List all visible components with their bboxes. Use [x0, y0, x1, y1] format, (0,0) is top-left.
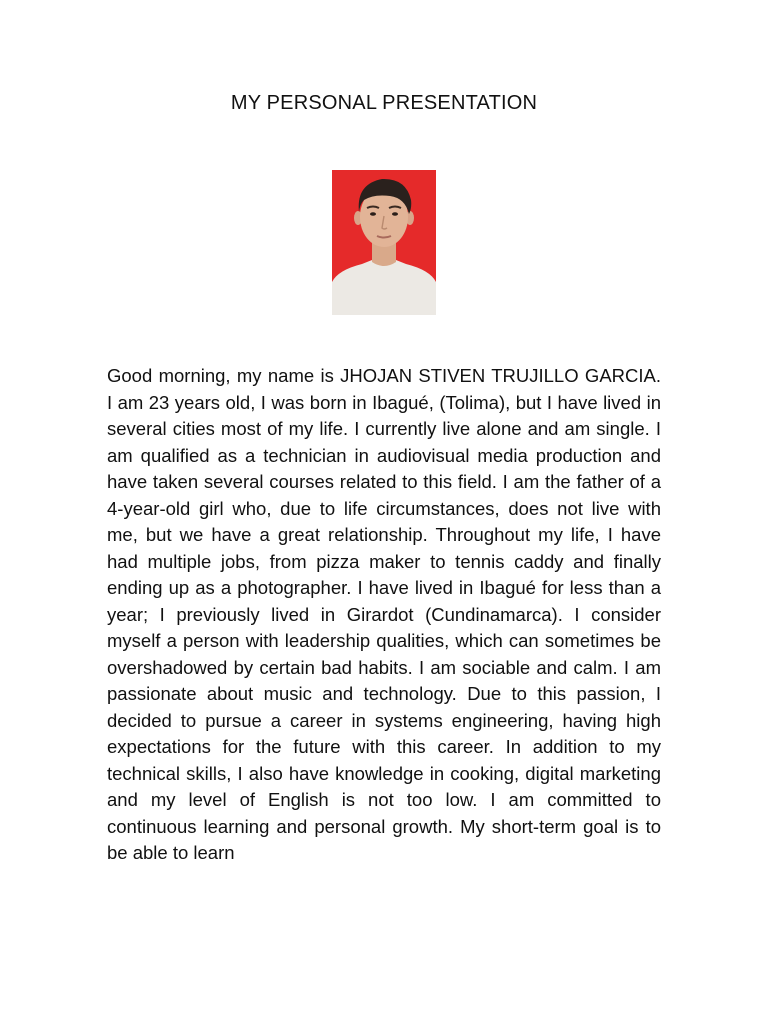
- profile-photo: [332, 170, 436, 315]
- presentation-paragraph: Good morning, my name is JHOJAN STIVEN TRUJILLO GARCIA. I am 23 years old, I was born in Ibagué, (Tolima), but I have lived in several cities most of my life. I currently live alone and am single. I am qualified as a technician in audiovisual media production and have taken several courses related to this field. I am the father of a 4-year-old girl who, due to life circumstances, does not live with me, but we have a great relationship. Throughout my life, I have had multiple jobs, from pizza maker to tennis caddy and finally ending up as a photographer. I have lived in Ibagué for less than a year; I previously lived in Girardot (Cundinamarca). I consider myself a person with leadership qualities, which can sometimes be overshadowed by certain bad habits. I am sociable and calm. I am passionate about music and technology. Due to this passion, I decided to pursue a career in systems engineering, having high expectations for the future with this career. In addition to my technical skills, I also have knowledge in cooking, digital marketing and my level of English is not too low. I am committed to continuous learning and personal growth. My short-term goal is to be able to learn: [107, 365, 661, 863]
- person-portrait-icon: [332, 170, 436, 315]
- page-title: MY PERSONAL PRESENTATION: [230, 92, 538, 114]
